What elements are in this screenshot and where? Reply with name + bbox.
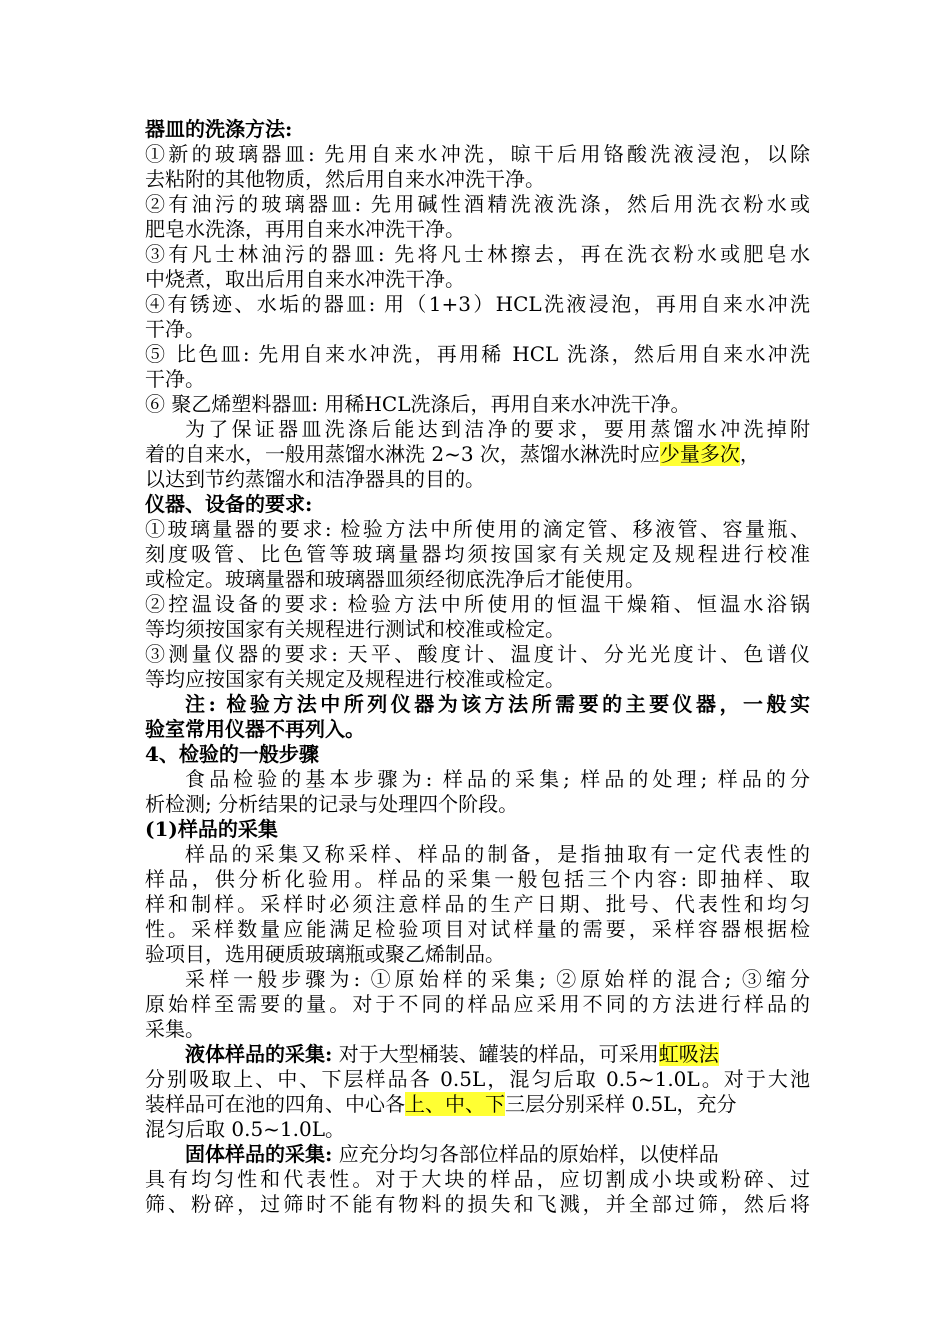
note-line-2: 验室常用仪器不再列入。 — [145, 717, 365, 741]
rinse-paragraph-line-3: 以达到节约蒸馏水和洁净器具的目的。 — [145, 467, 485, 491]
highlight-siphon-method: 虹吸法 — [658, 1042, 719, 1066]
item-5-line-2: 干净。 — [145, 367, 205, 391]
item-4-line-2: 干净。 — [145, 317, 205, 341]
solid-sampling-line-1: 固体样品的采集: 应充分均匀各部位样品的原始样，以使样品 — [185, 1142, 719, 1166]
measuring-instrument-line-2: 等均应按国家有关规定及规程进行校准或检定。 — [145, 667, 565, 691]
glassware-line-2: 刻度吸管、比色管等玻璃量器均须按国家有关规定及规程进行校准 — [145, 542, 810, 566]
item-5-line-1: ⑤ 比色皿: 先用自来水冲洗，再用稀 HCL 洗涤，然后用自来水冲洗 — [145, 342, 810, 366]
glassware-line-1: ①玻璃量器的要求: 检验方法中所使用的滴定管、移液管、容量瓶、 — [145, 517, 810, 541]
liquid-sampling-line-4: 混匀后取 0.5~1.0L。 — [145, 1117, 346, 1141]
rinse-paragraph-line-2: 着的自来水，一般用蒸馏水淋洗 2~3 次，蒸馏水淋洗时应少量多次， — [145, 442, 760, 466]
liquid-sampling-line-1: 液体样品的采集: 对于大型桶装、罐装的样品，可采用虹吸法 — [185, 1042, 719, 1066]
solid-sampling-line-3: 筛、粉碎，过筛时不能有物料的损失和飞溅，并全部过筛，然后将 — [145, 1192, 810, 1216]
item-1-line-1: ①新的玻璃器皿: 先用自来水冲洗，晾干后用铬酸洗液浸泡，以除 — [145, 142, 810, 166]
liquid-sampling-line-2: 分别吸取上、中、下层样品各 0.5L，混匀后取 0.5~1.0L。对于大池 — [145, 1067, 810, 1091]
sampling-paragraph-line-1: 样品的采集又称采样、样品的制备，是指抽取有一定代表性的 — [185, 842, 810, 866]
sampling-paragraph-line-3: 样和制样。采样时必须注意样品的生产日期、批号、代表性和均匀 — [145, 892, 810, 916]
solid-sampling-label: 固体样品的采集: — [185, 1142, 333, 1166]
heading-general-steps: 4、检验的一般步骤 — [145, 742, 319, 766]
measuring-instrument-line-1: ③测量仪器的要求: 天平、酸度计、温度计、分光光度计、色谱仪 — [145, 642, 810, 666]
item-2-line-1: ②有油污的玻璃器皿: 先用碱性酒精洗液洗涤，然后用洗衣粉水或 — [145, 192, 810, 216]
sampling-steps-line-3: 采集。 — [145, 1017, 205, 1041]
steps-paragraph-line-1: 食品检验的基本步骤为: 样品的采集; 样品的处理; 样品的分 — [185, 767, 810, 791]
heading-sample-collection: (1)样品的采集 — [145, 817, 278, 841]
item-6-line-1: ⑥ 聚乙烯塑料器皿: 用稀HCL洗涤后，再用自来水冲洗干净。 — [145, 392, 691, 416]
steps-paragraph-line-2: 析检测; 分析结果的记录与处理四个阶段。 — [145, 792, 519, 816]
liquid-sampling-line-3: 装样品可在池的四角、中心各上、中、下三层分别采样 0.5L，充分 — [145, 1092, 737, 1116]
sampling-paragraph-line-2: 样品，供分析化验用。样品的采集一般包括三个内容: 即抽样、取 — [145, 867, 810, 891]
sampling-paragraph-line-5: 验项目，选用硬质玻璃瓶或聚乙烯制品。 — [145, 942, 505, 966]
sampling-steps-line-2: 原始样至需要的量。对于不同的样品应采用不同的方法进行样品的 — [145, 992, 810, 1016]
temperature-equipment-line-1: ②控温设备的要求: 检验方法中所使用的恒温干燥箱、恒温水浴锅 — [145, 592, 810, 616]
item-3-line-1: ③有凡士林油污的器皿: 先将凡士林擦去，再在洗衣粉水或肥皂水 — [145, 242, 810, 266]
item-4-line-1: ④有锈迹、水垢的器皿: 用（1+3）HCL洗液浸泡，再用自来水冲洗 — [145, 292, 810, 316]
item-2-line-2: 肥皂水洗涤，再用自来水冲洗干净。 — [145, 217, 465, 241]
rinse-paragraph-line-1: 为了保证器皿洗涤后能达到洁净的要求，要用蒸馏水冲洗掉附 — [185, 417, 810, 441]
solid-sampling-line-2: 具有均匀性和代表性。对于大块的样品，应切割成小块或粉碎、过 — [145, 1167, 810, 1191]
document-page — [145, 117, 810, 1217]
item-3-line-2: 中烧煮，取出后用自来水冲洗干净。 — [145, 267, 465, 291]
sampling-paragraph-line-4: 性。采样数量应能满足检验项目对试样量的需要，采样容器根据检 — [145, 917, 810, 941]
heading-instrument-requirements: 仪器、设备的要求: — [145, 492, 313, 516]
highlight-upper-middle-lower: 上、中、下 — [405, 1092, 505, 1116]
note-line-1: 注: 检验方法中所列仪器为该方法所需要的主要仪器，一般实 — [185, 692, 810, 716]
temperature-equipment-line-2: 等均须按国家有关规程进行测试和校准或检定。 — [145, 617, 565, 641]
item-1-line-2: 去粘附的其他物质，然后用自来水冲洗干净。 — [145, 167, 545, 191]
sampling-steps-line-1: 采样一般步骤为: ①原始样的采集; ②原始样的混合; ③缩分 — [185, 967, 810, 991]
liquid-sampling-label: 液体样品的采集: — [185, 1042, 333, 1066]
glassware-line-3: 或检定。玻璃量器和玻璃器皿须经彻底洗净后才能使用。 — [145, 567, 645, 591]
highlight-small-amount-many-times: 少量多次 — [659, 442, 740, 466]
heading-washing-methods: 器皿的洗涤方法: — [145, 117, 293, 141]
